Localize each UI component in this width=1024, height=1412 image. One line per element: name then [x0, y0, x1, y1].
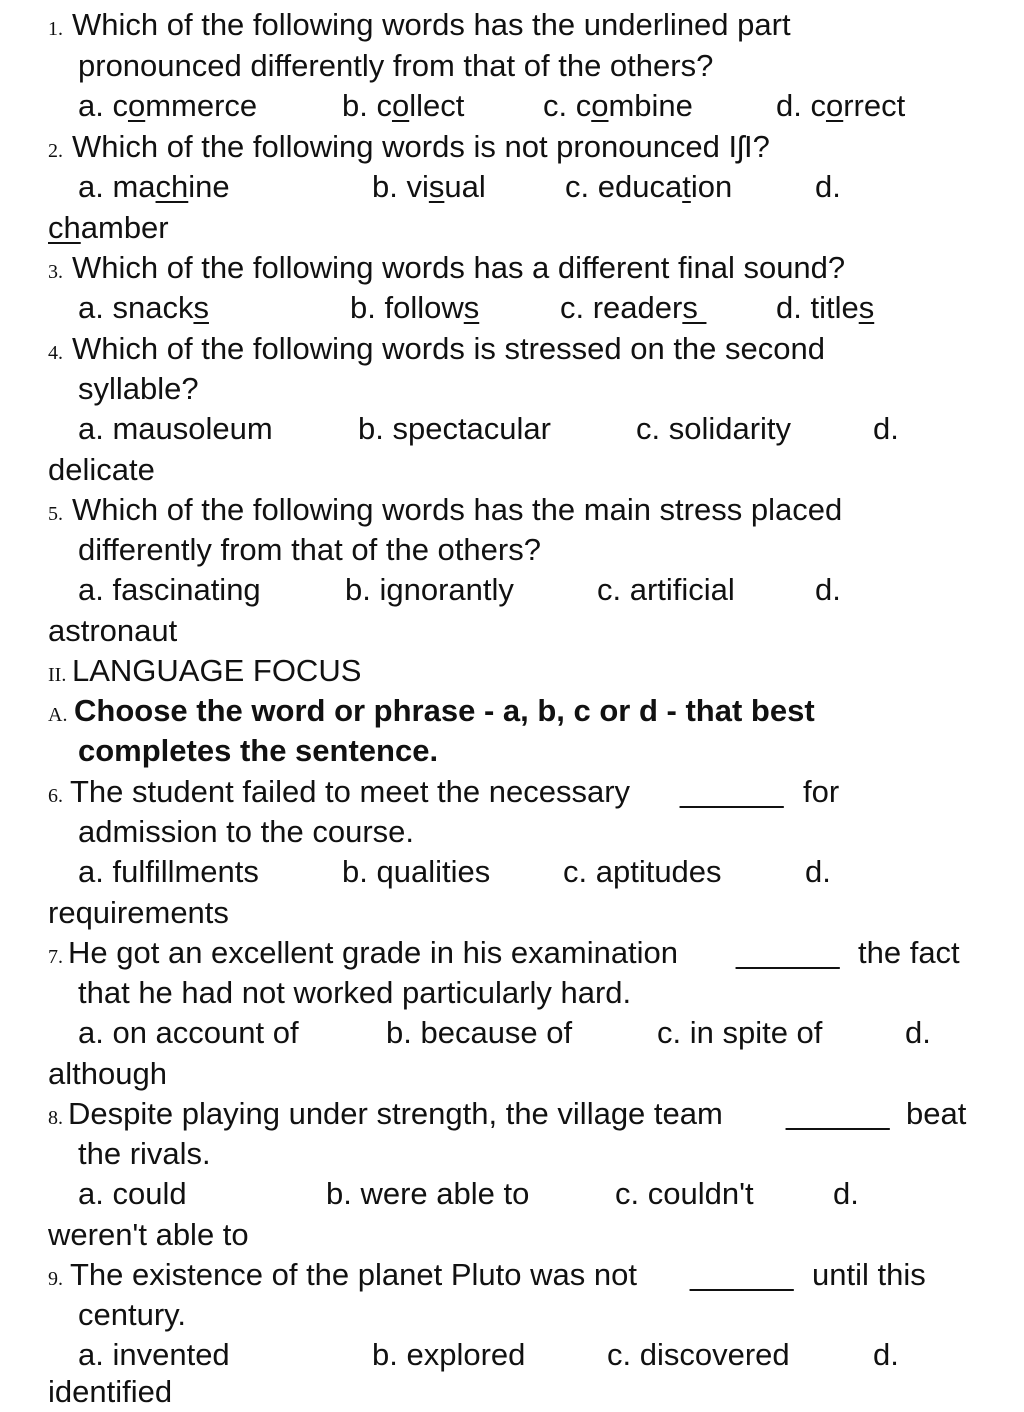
option-d[interactable]: d.	[905, 1015, 931, 1050]
option-c[interactable]: c. solidarity	[636, 411, 792, 446]
option-a[interactable]: a. fascinating	[78, 572, 261, 607]
option-d[interactable]: d.	[815, 572, 841, 607]
option-c[interactable]: c. discovered	[607, 1337, 790, 1372]
option-a[interactable]: a. fulfillments	[78, 854, 259, 889]
option-a[interactable]: a. invented	[78, 1337, 230, 1372]
option-d-text: identified	[48, 1374, 173, 1409]
option-b[interactable]: b. because of	[386, 1015, 573, 1050]
option-d-text: weren't able to	[48, 1217, 249, 1252]
option-d-text: requirements	[48, 895, 229, 930]
option-a[interactable]: a. machine	[78, 169, 230, 204]
question-text-after-blank: until this	[812, 1257, 926, 1292]
question-text: Which of the following words is not pronounced IʃI?	[72, 129, 770, 164]
answer-blank: ______	[680, 774, 784, 809]
answer-blank: ______	[690, 1257, 794, 1292]
option-d[interactable]: d.	[873, 1337, 899, 1372]
option-c[interactable]: c. aptitudes	[563, 854, 722, 889]
option-d[interactable]: d.	[815, 169, 841, 204]
question-text-after-blank: beat	[906, 1096, 967, 1131]
option-c[interactable]: c. combine	[543, 88, 693, 123]
section-number: II.	[48, 664, 67, 686]
option-a[interactable]: a. mausoleum	[78, 411, 273, 446]
option-d[interactable]: d.	[873, 411, 899, 446]
question-number: 4.	[48, 342, 63, 364]
question-text-after-blank: for	[803, 774, 840, 809]
question-text-continued: admission to the course.	[78, 814, 415, 849]
section-title: LANGUAGE FOCUS	[72, 653, 362, 688]
question-number: 7.	[48, 946, 63, 968]
question-text-continued: differently from that of the others?	[78, 532, 541, 567]
option-c[interactable]: c. education	[565, 169, 733, 204]
option-d-text: chamber	[48, 210, 169, 245]
question-text-continued: the rivals.	[78, 1136, 211, 1171]
question-text-continued: syllable?	[78, 371, 199, 406]
question-text: Which of the following words has the main stress placed	[72, 492, 843, 527]
question-text: Despite playing under strength, the village team	[68, 1096, 723, 1131]
option-c[interactable]: c. in spite of	[657, 1015, 823, 1050]
question-text-continued: pronounced differently from that of the others?	[78, 48, 714, 83]
option-a[interactable]: a. on account of	[78, 1015, 299, 1050]
option-a[interactable]: a. could	[78, 1176, 187, 1211]
subsection-letter: A.	[48, 704, 68, 726]
question-number: 5.	[48, 503, 63, 525]
option-d[interactable]: d. titles	[776, 290, 875, 325]
option-b[interactable]: b. ignorantly	[345, 572, 514, 607]
option-d[interactable]: d.	[805, 854, 831, 889]
answer-blank: ______	[786, 1096, 890, 1131]
question-number: 8.	[48, 1107, 63, 1129]
subsection-instruction: Choose the word or phrase - a, b, c or d - that best	[74, 693, 815, 728]
question-text-continued: that he had not worked particularly hard.	[78, 975, 632, 1010]
question-number: 9.	[48, 1268, 63, 1290]
subsection-instruction-continued: completes the sentence.	[78, 733, 439, 768]
option-b[interactable]: b. visual	[372, 169, 486, 204]
question-text: Which of the following words has a different final sound?	[72, 250, 846, 285]
option-d-text: astronaut	[48, 613, 178, 648]
option-d-text: delicate	[48, 452, 155, 487]
question-text: Which of the following words is stressed on the second	[72, 331, 825, 366]
question-text: Which of the following words has the underlined part	[72, 7, 791, 42]
option-c[interactable]: c. readers	[560, 290, 707, 325]
question-text: He got an excellent grade in his examination	[68, 935, 679, 970]
option-b[interactable]: b. were able to	[326, 1176, 530, 1211]
question-number: 3.	[48, 261, 63, 283]
option-b[interactable]: b. follows	[350, 290, 480, 325]
option-c[interactable]: c. artificial	[597, 572, 735, 607]
option-c[interactable]: c. couldn't	[615, 1176, 754, 1211]
option-d[interactable]: d.	[833, 1176, 859, 1211]
question-text: The student failed to meet the necessary	[70, 774, 631, 809]
answer-blank: ______	[736, 935, 840, 970]
question-text: The existence of the planet Pluto was not	[70, 1257, 637, 1292]
option-b[interactable]: b. spectacular	[358, 411, 551, 446]
option-a[interactable]: a. snacks	[78, 290, 209, 325]
option-b[interactable]: b. qualities	[342, 854, 491, 889]
option-b[interactable]: b. explored	[372, 1337, 526, 1372]
question-number: 2.	[48, 140, 63, 162]
option-b[interactable]: b. collect	[342, 88, 465, 123]
option-a[interactable]: a. commerce	[78, 88, 258, 123]
question-number: 1.	[48, 18, 63, 40]
option-d-text: although	[48, 1056, 167, 1091]
question-text-after-blank: the fact	[858, 935, 960, 970]
question-text-continued: century.	[78, 1297, 186, 1332]
question-number: 6.	[48, 785, 63, 807]
option-d[interactable]: d. correct	[776, 88, 906, 123]
